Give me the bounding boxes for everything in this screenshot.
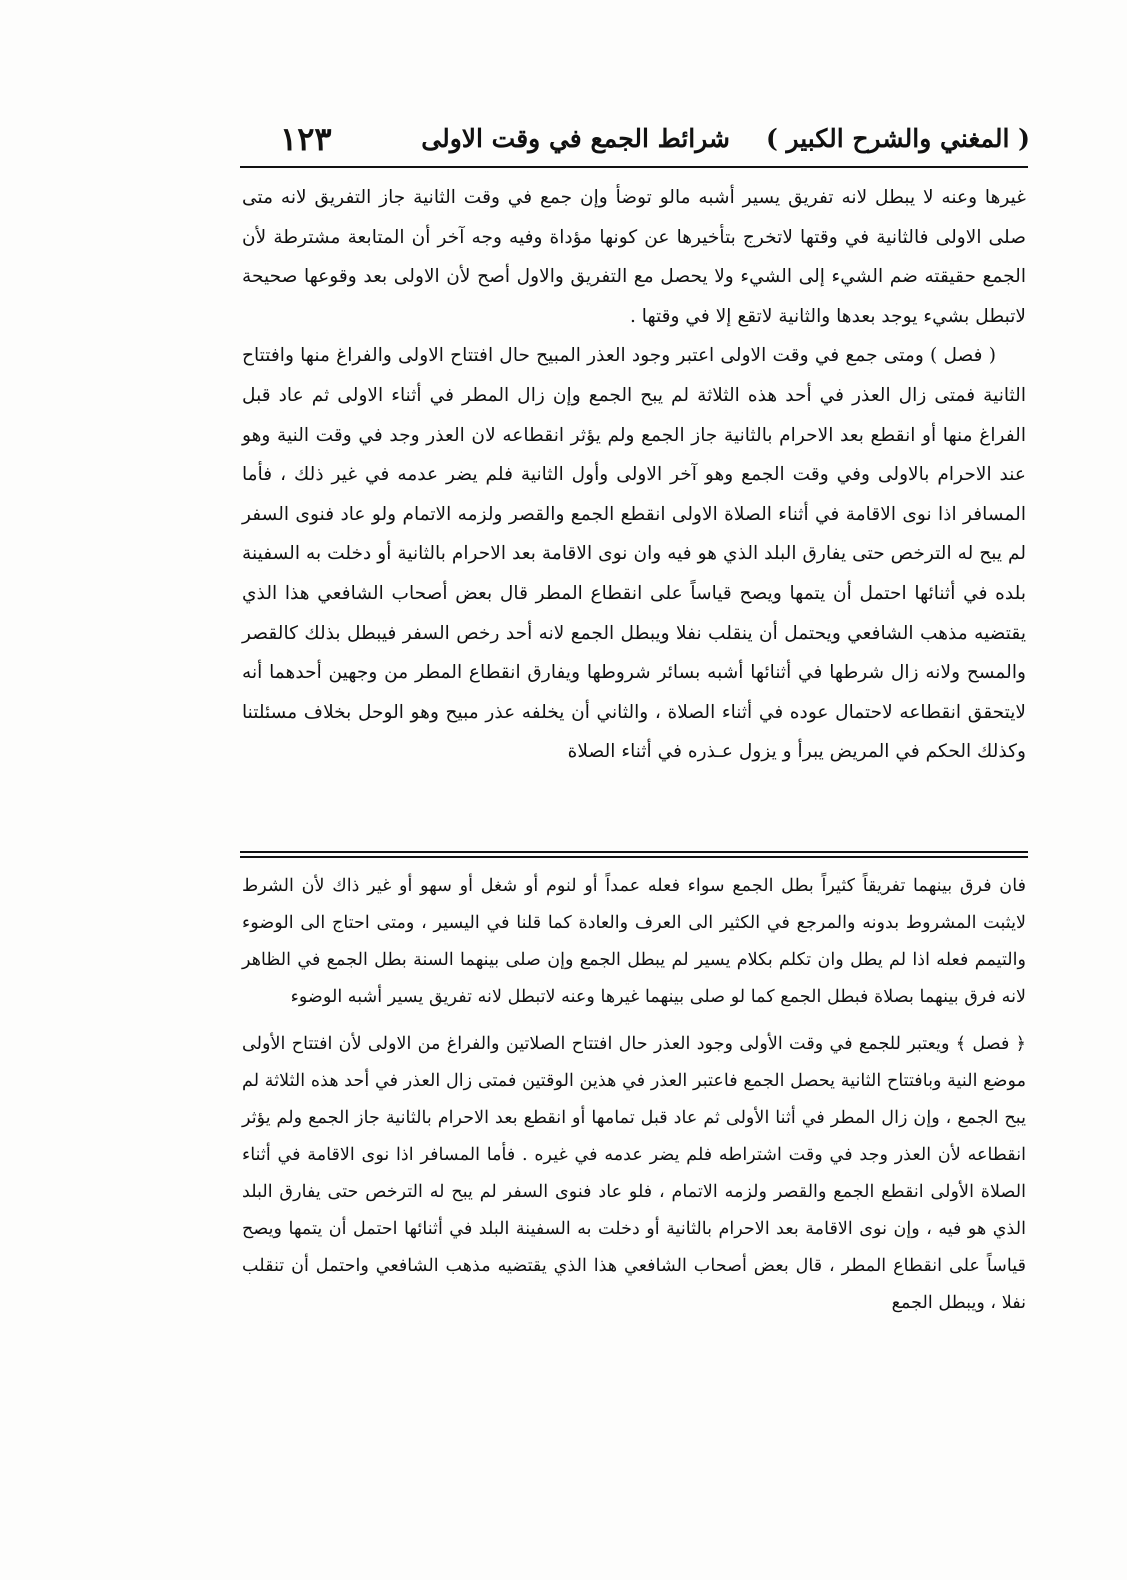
commentary-text bbox=[242, 868, 1026, 1322]
page-header bbox=[240, 120, 1030, 164]
section-divider bbox=[240, 851, 1028, 858]
commentary-paragraph-2: ﴿ فصل ﴾ ويعتبر للجمع في وقت الأولى وجود العذر حال افتتاح الصلاتين والفراغ من الاولى لأن افتتاح الأولى موضع النية وبافتتاح الثانية يحصل الجمع فاعتبر العذر في هذين الوقتين فمتى زال العذر في أحد هذه الثلاثة لم يبح الجمع ، وإن زال المطر في أثنا الأولى ثم عاد قبل تمامها أو انقطع بعد الاحرام بالثانية جاز الجمع ولم يؤثر انقطاعه لأن العذر وجد في وقت اشتراطه فلم يضر عدمه في غيره . فأما المسافر اذا نوى الاقامة في أثناء الصلاة الأولى انقطع الجمع والقصر ولزمه الاتمام ، فلو عاد فنوى السفر لم يبح له الترخص حتى يفارق البلد الذي هو فيه ، وإن نوى الاقامة بعد الاحرام بالثانية أو دخلت به السفينة البلد في أثنائها احتمل أن يتمها ويصح قياساً على انقطاع المطر ، قال بعض أصحاب الشافعي هذا الذي يقتضيه مذهب الشافعي واحتمل أن تنقلب نفلا ، ويبطل الجمع bbox=[242, 1034, 1026, 1313]
book-title: ( المغني والشرح الكبير ) bbox=[765, 124, 1030, 153]
commentary-paragraph-1: فان فرق بينهما تفريقاً كثيراً بطل الجمع سواء فعله عمداً أو لنوم أو شغل أو سهو أو غير ذاك لأن الشرط لايثبت المشروط بدونه والمرجع في الكثير الى العرف والعادة كما قلنا في اليسير ، ومتى احتاج الى الوضوء والتيمم فعله اذا لم يطل وان تكلم بكلام يسير لم يبطل الجمع وإن صلى بينهما السنة بطل الجمع في الظاهر لانه فرق بينهما بصلاة فبطل الجمع كما لو صلى بينهما غيرها وعنه لاتبطل لانه تفريق يسير أشبه الوضوء bbox=[242, 876, 1027, 1007]
section-title: شرائط الجمع في وقت الاولى bbox=[421, 124, 730, 153]
main-paragraph-1: غيرها وعنه لا يبطل لانه تفريق يسير أشبه مالو توضأ وإن جمع في وقت الثانية جاز التفريق لانه متى صلى الاولى فالثانية في وقتها لاتخرج بتأخيرها عن كونها مؤداة وفيه وجه آخر أن المتابعة مشترطة لأن الجمع حقيقته ضم الشيء إلى الشيء ولا يحصل مع التفريق والاول أصح لأن الاولى بعد وقوعها صحيحة لاتبطل بشيء يوجد بعدها والثانية لاتقع إلا في وقتها . bbox=[242, 187, 1026, 327]
page-number: ١٢٣ bbox=[280, 120, 332, 158]
main-text bbox=[242, 178, 1026, 772]
header-rule bbox=[240, 166, 1028, 168]
main-paragraph-2: ( فصل ) ومتى جمع في وقت الاولى اعتبر وجود العذر المبيح حال افتتاح الاولى والفراغ منها وافتتاح الثانية فمتى زال العذر في أحد هذه الثلاثة لم يبح الجمع وإن زال المطر في أثناء الاولى ثم عاد قبل الفراغ منها أو انقطع بعد الاحرام بالثانية جاز الجمع ولم يؤثر انقطاعه لان العذر وجد في وقت النية وهو عند الاحرام بالاولى وفي وقت الجمع وهو آخر الاولى وأول الثانية فلم يضر عدمه في غير ذلك ، فأما المسافر اذا نوى الاقامة في أثناء الصلاة الاولى انقطع الجمع والقصر ولزمه الاتمام ولو عاد فنوى السفر لم يبح له الترخص حتى يفارق البلد الذي هو فيه وان نوى الاقامة بعد الاحرام بالثانية أو دخلت به السفينة بلده في أثنائها احتمل أن يتمها ويصح قياساً على انقطاع المطر قال بعض أصحاب الشافعي هذا الذي يقتضيه مذهب الشافعي ويحتمل أن ينقلب نفلا ويبطل الجمع لانه أحد رخص السفر فيبطل بذلك كالقصر والمسح ولانه زال شرطها في أثنائها أشبه بسائر شروطها ويفارق انقطاع المطر من وجهين أحدهما أنه لايتحقق انقطاعه لاحتمال عوده في أثناء الصلاة ، والثاني أن يخلفه عذر مبيح وهو الوحل بخلاف مسئلتنا وكذلك الحكم في المريض يبرأ و يزول عـذره في أثناء الصلاة bbox=[242, 345, 1026, 763]
